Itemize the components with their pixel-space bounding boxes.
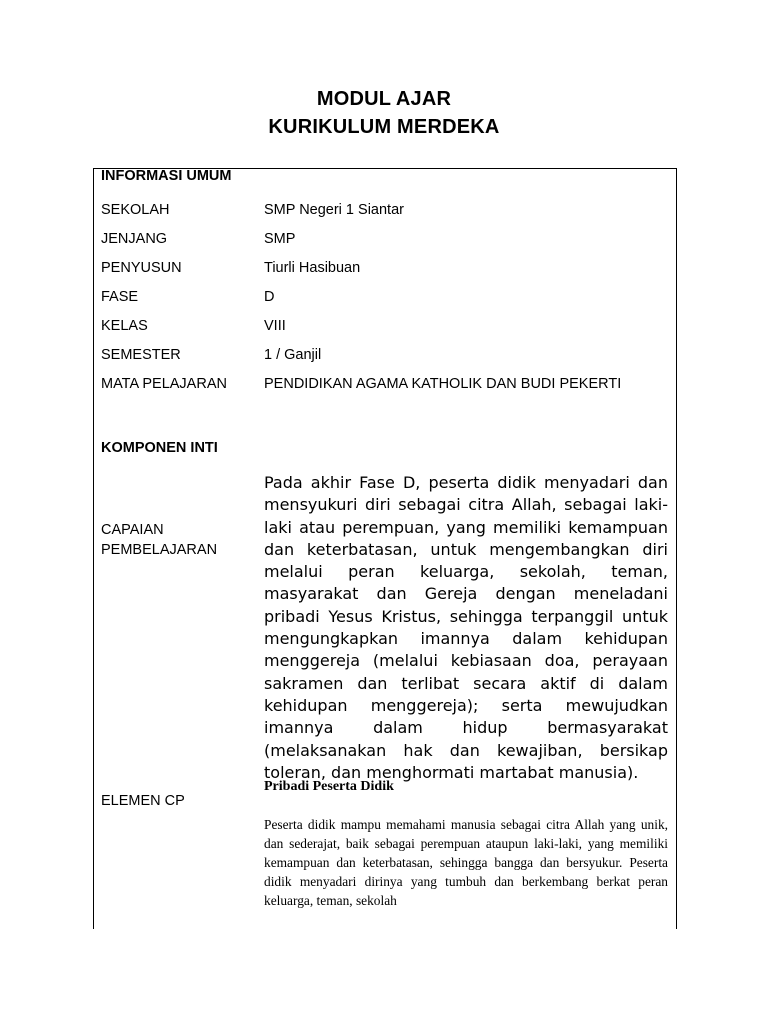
label-elemen-cp: ELEMEN CP <box>101 793 185 809</box>
document-title-line-1: MODUL AJAR <box>316 88 452 110</box>
value-penyusun: Tiurli Hasibuan <box>264 260 361 276</box>
label-pembelajaran: PEMBELAJARAN <box>101 542 218 558</box>
capaian-pembelajaran-text: Pada akhir Fase D, peserta didik menyadari dan mensyukuri diri sebagai citra Allah, sebagai laki-laki atau perempuan, yang memiliki kemampuan dan keterbatasan, untuk mengembangkan diri melalui peran keluarga, sekolah, teman, masyarakat dan Gereja dengan meneladani pribadi Yesus Kristus, sehingga terpanggil untuk mengungkapkan imannya dalam kehidupan menggereja (melalui kebiasaan doa, perayaan sakramen dan terlibat secara aktif di dalam kehidupan menggereja); serta mewujudkan imannya dalam hidup bermasyarakat (melaksanakan hak dan kewajiban, bersikap toleran, dan menghormati martabat manusia). <box>264 473 668 782</box>
label-mata-pelajaran: MATA PELAJARAN <box>101 376 227 392</box>
elemen-heading: Pribadi Peserta Didik <box>264 779 394 794</box>
label-sekolah: SEKOLAH <box>101 202 170 218</box>
label-capaian: CAPAIAN <box>101 522 164 538</box>
label-fase: FASE <box>101 289 139 305</box>
value-mata-pelajaran: PENDIDIKAN AGAMA KATHOLIK DAN BUDI PEKERTI <box>264 376 622 392</box>
section-heading-informasi-umum: INFORMASI UMUM <box>101 168 232 184</box>
value-semester: 1 / Ganjil <box>264 347 322 363</box>
section-heading-komponen-inti: KOMPONEN INTI <box>101 440 218 456</box>
label-semester: SEMESTER <box>101 347 181 363</box>
value-kelas: VIII <box>264 318 286 334</box>
value-fase: D <box>264 289 275 305</box>
label-penyusun: PENYUSUN <box>101 260 182 276</box>
value-jenjang: SMP <box>264 231 296 247</box>
document-title-line-2: KURIKULUM MERDEKA <box>268 116 500 138</box>
label-jenjang: JENJANG <box>101 231 168 247</box>
elemen-text: Peserta didik mampu memahami manusia sebagai citra Allah yang unik, dan sederajat, baik sebagai perempuan ataupun laki-laki, yang memiliki kemampuan dan keterbatasan, sehingga bangga dan bersyukur. Peserta didik menyadari dirinya yang tumbuh dan berkembang berkat peran keluarga, teman, sekolah <box>264 817 668 908</box>
value-sekolah: SMP Negeri 1 Siantar <box>264 202 404 218</box>
label-kelas: KELAS <box>101 318 148 334</box>
